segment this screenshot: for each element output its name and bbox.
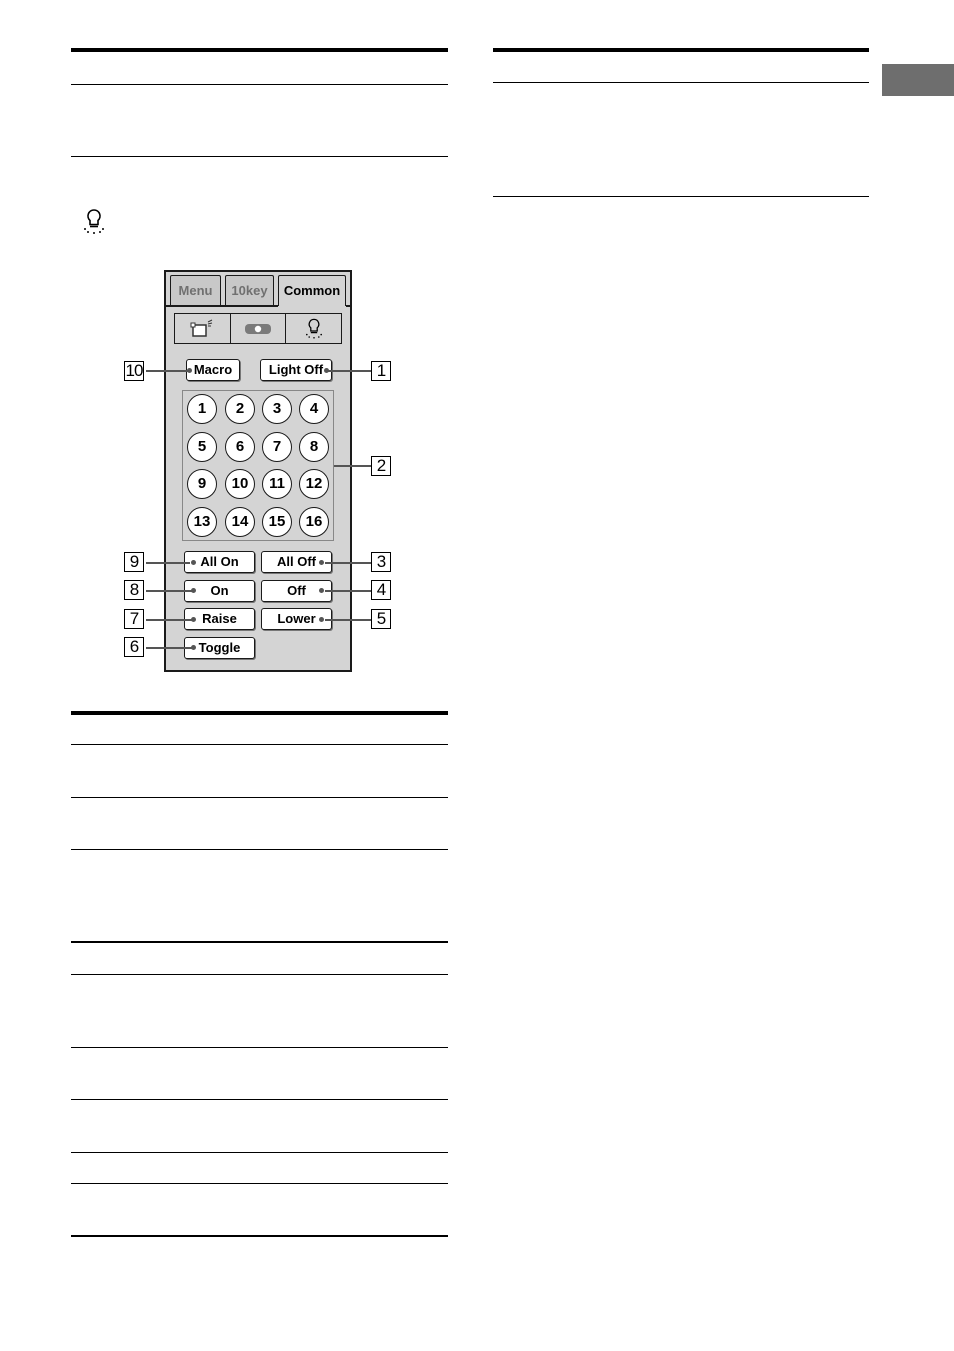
callout-5: 5: [371, 609, 391, 629]
table-rule: [71, 156, 448, 157]
leader-dot: [319, 588, 324, 593]
table-rule: [71, 1099, 448, 1100]
table-rule: [493, 82, 869, 83]
tab-10key[interactable]: 10key: [225, 275, 274, 306]
number-button-9[interactable]: 9: [187, 469, 217, 499]
table-rule: [71, 1152, 448, 1153]
leader-line: [146, 562, 190, 564]
leader-line: [327, 370, 371, 372]
all-on-button[interactable]: All On: [184, 551, 255, 573]
number-button-15[interactable]: 15: [262, 507, 292, 537]
number-button-16[interactable]: 16: [299, 507, 329, 537]
off-button[interactable]: Off: [261, 580, 332, 602]
callout-8: 8: [124, 580, 144, 600]
table-rule: [71, 941, 448, 943]
leader-dot: [191, 617, 196, 622]
leader-dot: [191, 588, 196, 593]
leader-line: [334, 465, 371, 467]
tab-menu[interactable]: Menu: [170, 275, 221, 306]
callout-1: 1: [371, 361, 391, 381]
lower-button[interactable]: Lower: [261, 608, 332, 630]
number-button-2[interactable]: 2: [225, 394, 255, 424]
section-rule-top-right: [493, 48, 869, 52]
toggle-button[interactable]: Toggle: [184, 637, 255, 659]
section-rule-top-left: [71, 48, 448, 52]
tv-icon[interactable]: [175, 314, 230, 343]
leader-line: [146, 647, 192, 649]
number-button-4[interactable]: 4: [299, 394, 329, 424]
callout-3: 3: [371, 552, 391, 572]
number-button-10[interactable]: 10: [225, 469, 255, 499]
leader-line: [146, 370, 190, 372]
light-bulb-icon: [80, 207, 108, 237]
light-off-button[interactable]: Light Off: [260, 359, 332, 381]
raise-button[interactable]: Raise: [184, 608, 255, 630]
leader-dot: [191, 560, 196, 565]
number-button-14[interactable]: 14: [225, 507, 255, 537]
table-rule: [71, 797, 448, 798]
leader-line: [325, 562, 371, 564]
leader-dot: [191, 645, 196, 650]
table-rule: [71, 849, 448, 850]
macro-button[interactable]: Macro: [186, 359, 240, 381]
leader-line: [146, 590, 194, 592]
number-button-5[interactable]: 5: [187, 432, 217, 462]
table-rule: [71, 1235, 448, 1237]
callout-6: 6: [124, 637, 144, 657]
on-button[interactable]: On: [184, 580, 255, 602]
all-off-button[interactable]: All Off: [261, 551, 332, 573]
table-rule: [71, 84, 448, 85]
number-button-8[interactable]: 8: [299, 432, 329, 462]
number-button-11[interactable]: 11: [262, 469, 292, 499]
leader-dot: [319, 560, 324, 565]
table-rule: [71, 1183, 448, 1184]
number-button-7[interactable]: 7: [262, 432, 292, 462]
number-button-1[interactable]: 1: [187, 394, 217, 424]
number-button-12[interactable]: 12: [299, 469, 329, 499]
callout-4: 4: [371, 580, 391, 600]
table-rule: [71, 1047, 448, 1048]
callout-9: 9: [124, 552, 144, 572]
leader-dot: [324, 368, 329, 373]
number-button-3[interactable]: 3: [262, 394, 292, 424]
projector-icon[interactable]: [230, 314, 286, 343]
callout-10: 10: [125, 361, 143, 380]
table-rule: [71, 974, 448, 975]
leader-line: [146, 619, 194, 621]
tab-baseline: [166, 305, 278, 307]
tab-common[interactable]: Common: [278, 275, 346, 306]
section-rule: [71, 711, 448, 715]
light-icon[interactable]: [285, 314, 341, 343]
number-button-6[interactable]: 6: [225, 432, 255, 462]
table-rule: [493, 196, 869, 197]
tab-baseline: [346, 305, 350, 307]
device-selector: [174, 313, 342, 344]
leader-line: [325, 619, 371, 621]
number-button-13[interactable]: 13: [187, 507, 217, 537]
leader-line: [325, 590, 371, 592]
chapter-side-tab: [882, 64, 954, 96]
leader-dot: [319, 617, 324, 622]
table-rule: [71, 744, 448, 745]
leader-dot: [187, 368, 192, 373]
callout-2: 2: [371, 456, 391, 476]
callout-7: 7: [124, 609, 144, 629]
